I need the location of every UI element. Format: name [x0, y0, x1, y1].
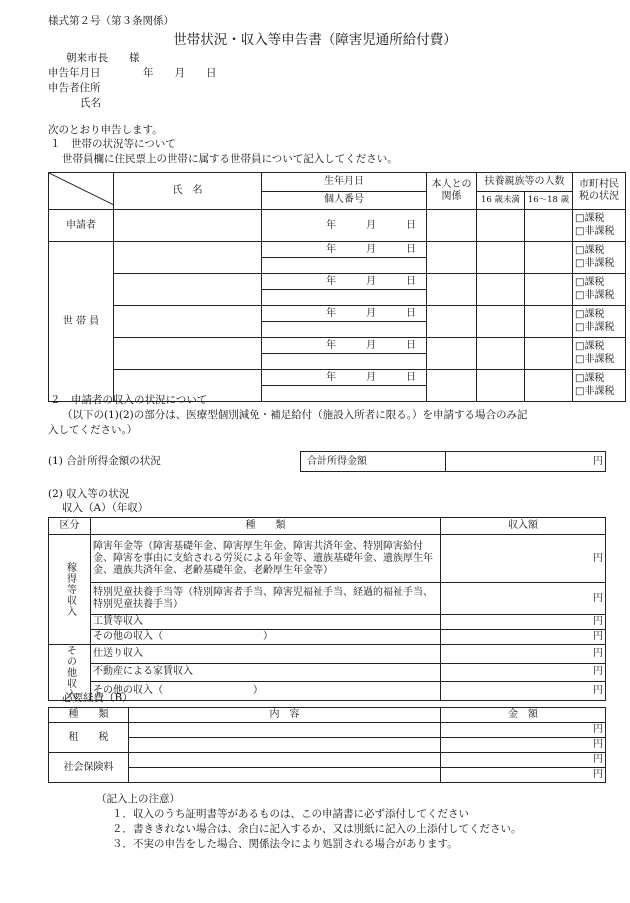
member-16to18-input[interactable]: [525, 242, 573, 274]
member-16to18-input[interactable]: [525, 306, 573, 338]
col-relation-header: 本人との関係: [427, 173, 477, 210]
total-income-label: 合計所得金額: [301, 452, 446, 472]
applicant-name-input[interactable]: [114, 210, 262, 242]
member-birth-input[interactable]: 年 月 日: [262, 306, 427, 322]
col-id-header: 個人番号: [262, 191, 427, 210]
expense-content-input[interactable]: [129, 723, 441, 738]
member-under16-input[interactable]: [477, 306, 525, 338]
name-label: 氏名: [80, 97, 101, 109]
expense-row: [49, 723, 606, 738]
member-under16-input[interactable]: [477, 338, 525, 370]
member-name-input[interactable]: [114, 306, 262, 338]
untaxed-checkbox[interactable]: □非課税: [575, 321, 615, 333]
member-row: [49, 306, 626, 322]
member-relation-input[interactable]: [427, 338, 477, 370]
member-relation-input[interactable]: [427, 306, 477, 338]
intro-text: 次のとおり申告します。: [48, 124, 163, 136]
diagonal-line: [49, 173, 114, 205]
notes-heading: （記入上の注意）: [96, 793, 180, 805]
taxed-checkbox[interactable]: □課税: [575, 309, 605, 320]
member-birth-input[interactable]: 年 月 日: [262, 242, 427, 258]
income-amount-input[interactable]: 円: [441, 583, 606, 615]
expense-row: [49, 768, 606, 783]
expense-table: [48, 707, 606, 783]
col-content-header: 内 容: [129, 708, 441, 723]
income-table: [48, 517, 606, 701]
income-amount-input[interactable]: 円: [441, 663, 606, 682]
col-name-header: 氏 名: [114, 173, 262, 210]
applicant-tax-status[interactable]: [573, 210, 626, 242]
member-under16-input[interactable]: [477, 242, 525, 274]
form-number: 様式第２号（第３条関係）: [48, 15, 174, 27]
expense-amount-input[interactable]: 円: [441, 753, 606, 768]
taxed-checkbox[interactable]: □課税: [575, 245, 605, 256]
income-amount-input[interactable]: 円: [441, 615, 606, 630]
applicant-relation-input[interactable]: [427, 210, 477, 242]
member-under16-input[interactable]: [477, 370, 525, 402]
date-field[interactable]: 年 月 日: [143, 67, 217, 79]
note-item: ３．不実の申告をした場合、関係法令により処罰される場合があります。: [112, 838, 458, 850]
member-tax-status[interactable]: [573, 306, 626, 338]
applicant-under16-input[interactable]: [477, 210, 525, 242]
expense-amount-input[interactable]: 円: [441, 768, 606, 783]
earned-income-label: 稼得等収入: [64, 562, 76, 617]
col-sum-header: 金 額: [441, 708, 606, 723]
section1-heading: １ 世帯の状況等について: [50, 138, 176, 150]
household-table: [48, 172, 626, 402]
member-birth-input[interactable]: 年 月 日: [262, 370, 427, 386]
date-label: 申告年月日: [48, 67, 101, 79]
income-amount-input[interactable]: 円: [441, 682, 606, 701]
section2-note-line2: 入してください。）: [48, 424, 138, 436]
member-relation-input[interactable]: [427, 242, 477, 274]
note-item: ２．書ききれない場合は、余白に記入するか、又は別紙に記入の上添付してください。: [112, 823, 522, 835]
income-amount-input[interactable]: 円: [441, 645, 606, 664]
member-row: [49, 242, 626, 258]
row-applicant-label: 申請者: [49, 210, 114, 242]
member-row: [49, 370, 626, 386]
member-id-digits[interactable]: [262, 354, 427, 370]
untaxed-checkbox[interactable]: □非課税: [575, 257, 615, 269]
income-amount-input[interactable]: 円: [441, 535, 606, 583]
col-dependents-header: 扶養親族等の人数: [477, 173, 573, 192]
income-a-label: 収入（A）（年収）: [62, 502, 149, 514]
income-row: [49, 630, 606, 645]
expense-row: [49, 738, 606, 753]
member-tax-status[interactable]: [573, 370, 626, 402]
member-16to18-input[interactable]: [525, 370, 573, 402]
section2-note-line1: （以下の(1)(2)の部分は、医療型個別減免・補足給付（施設入所者に限る。）を申請する場合のみ記: [62, 409, 528, 421]
earned-income-category: [49, 535, 91, 645]
member-name-input[interactable]: [114, 274, 262, 306]
tax-label: 租 税: [49, 723, 129, 753]
member-id-digits[interactable]: [262, 290, 427, 306]
other-income-label: その他収入: [64, 645, 76, 700]
col-tax-header: 市町村民税の状況: [573, 173, 626, 210]
page-title: 世帯状況・収入等申告書（障害児通所給付費）: [173, 32, 457, 48]
member-row: [49, 274, 626, 290]
total-income-table: [300, 451, 606, 472]
member-tax-status[interactable]: [573, 274, 626, 306]
untaxed-checkbox[interactable]: □非課税: [575, 385, 615, 397]
member-id-digits[interactable]: [262, 386, 427, 402]
col-type-header: 種 類: [49, 708, 129, 723]
member-16to18-input[interactable]: [525, 274, 573, 306]
expense-content-input[interactable]: [129, 738, 441, 753]
col-birth-header: 生年月日: [262, 173, 427, 192]
member-id-digits[interactable]: [262, 258, 427, 274]
income-kind: 仕送り収入: [91, 645, 441, 664]
applicant-birth-input[interactable]: 年 月 日: [262, 210, 427, 242]
col-kind-header: 種 類: [91, 518, 441, 535]
untaxed-checkbox[interactable]: □非課税: [575, 353, 615, 365]
member-relation-input[interactable]: [427, 370, 477, 402]
section1-note: 世帯員欄に住民票上の世帯に属する世帯員について記入してください。: [62, 153, 398, 165]
income-row: [49, 645, 606, 664]
col-category-header: 区分: [49, 518, 91, 535]
untaxed-checkbox[interactable]: □非課税: [575, 225, 615, 237]
income-kind: 特別児童扶養手当等（特別障害者手当、障害児福祉手当、経過的福祉手当、特別児童扶養手当）: [91, 583, 441, 615]
section2-heading: ２ 申請者の収入の状況について: [50, 394, 208, 406]
member-relation-input[interactable]: [427, 274, 477, 306]
income-row: [49, 583, 606, 615]
taxed-checkbox[interactable]: □課税: [575, 213, 605, 224]
col-under16-header: 16 歳未満: [477, 191, 525, 210]
member-tax-status[interactable]: [573, 338, 626, 370]
income-status-heading: (2) 収入等の状況: [48, 488, 130, 500]
total-income-heading: (1) 合計所得金額の状況: [48, 455, 161, 467]
member-16to18-input[interactable]: [525, 338, 573, 370]
income-kind[interactable]: その他の収入（ ）: [91, 682, 441, 701]
member-birth-input[interactable]: 年 月 日: [262, 338, 427, 354]
income-kind[interactable]: その他の収入（ ）: [91, 630, 441, 645]
taxed-checkbox[interactable]: □課税: [575, 341, 605, 352]
expense-row: [49, 753, 606, 768]
income-kind: 障害年金等（障害基礎年金、障害厚生年金、障害共済年金、特別障害給付金、障害を事由に支給される労災による年金等、遺族基礎年金、遺族厚生年金、遺族共済年金、老齢基礎年金、老齢厚生年金等）: [91, 535, 441, 583]
expense-amount-input[interactable]: 円: [441, 723, 606, 738]
member-under16-input[interactable]: [477, 274, 525, 306]
diagonal-header-cell: [49, 173, 114, 210]
income-row: [49, 535, 606, 583]
untaxed-checkbox[interactable]: □非課税: [575, 289, 615, 301]
income-kind: 不動産による家賃収入: [91, 663, 441, 682]
row-member-label: 世 帯 員: [49, 242, 114, 402]
taxed-checkbox[interactable]: □課税: [575, 277, 605, 288]
member-tax-status[interactable]: [573, 242, 626, 274]
income-row: [49, 663, 606, 682]
applicant-16to18-input[interactable]: [525, 210, 573, 242]
member-birth-input[interactable]: 年 月 日: [262, 274, 427, 290]
applicant-row: [49, 210, 626, 242]
col-amount-header: 収入額: [441, 518, 606, 535]
expense-content-input[interactable]: [129, 768, 441, 783]
expense-b-label: 必要経費（B）: [62, 692, 133, 704]
col-16to18-header: 16～18 歳: [525, 191, 573, 210]
income-amount-input[interactable]: 円: [441, 630, 606, 645]
income-row: [49, 615, 606, 630]
expense-amount-input[interactable]: 円: [441, 738, 606, 753]
income-kind: 工賃等収入: [91, 615, 441, 630]
note-item: １．収入のうち証明書等があるものは、この申請書に必ず添付してください: [112, 808, 469, 820]
member-row: [49, 338, 626, 354]
member-name-input[interactable]: [114, 242, 262, 274]
addressee: 朝来市長 様: [66, 52, 140, 64]
taxed-checkbox[interactable]: □課税: [575, 373, 605, 384]
expense-content-input[interactable]: [129, 753, 441, 768]
member-id-digits[interactable]: [262, 322, 427, 338]
address-label: 申告者住所: [48, 82, 101, 94]
member-name-input[interactable]: [114, 338, 262, 370]
total-income-input[interactable]: 円: [446, 452, 606, 472]
social-insurance-label: 社会保険料: [49, 753, 129, 783]
